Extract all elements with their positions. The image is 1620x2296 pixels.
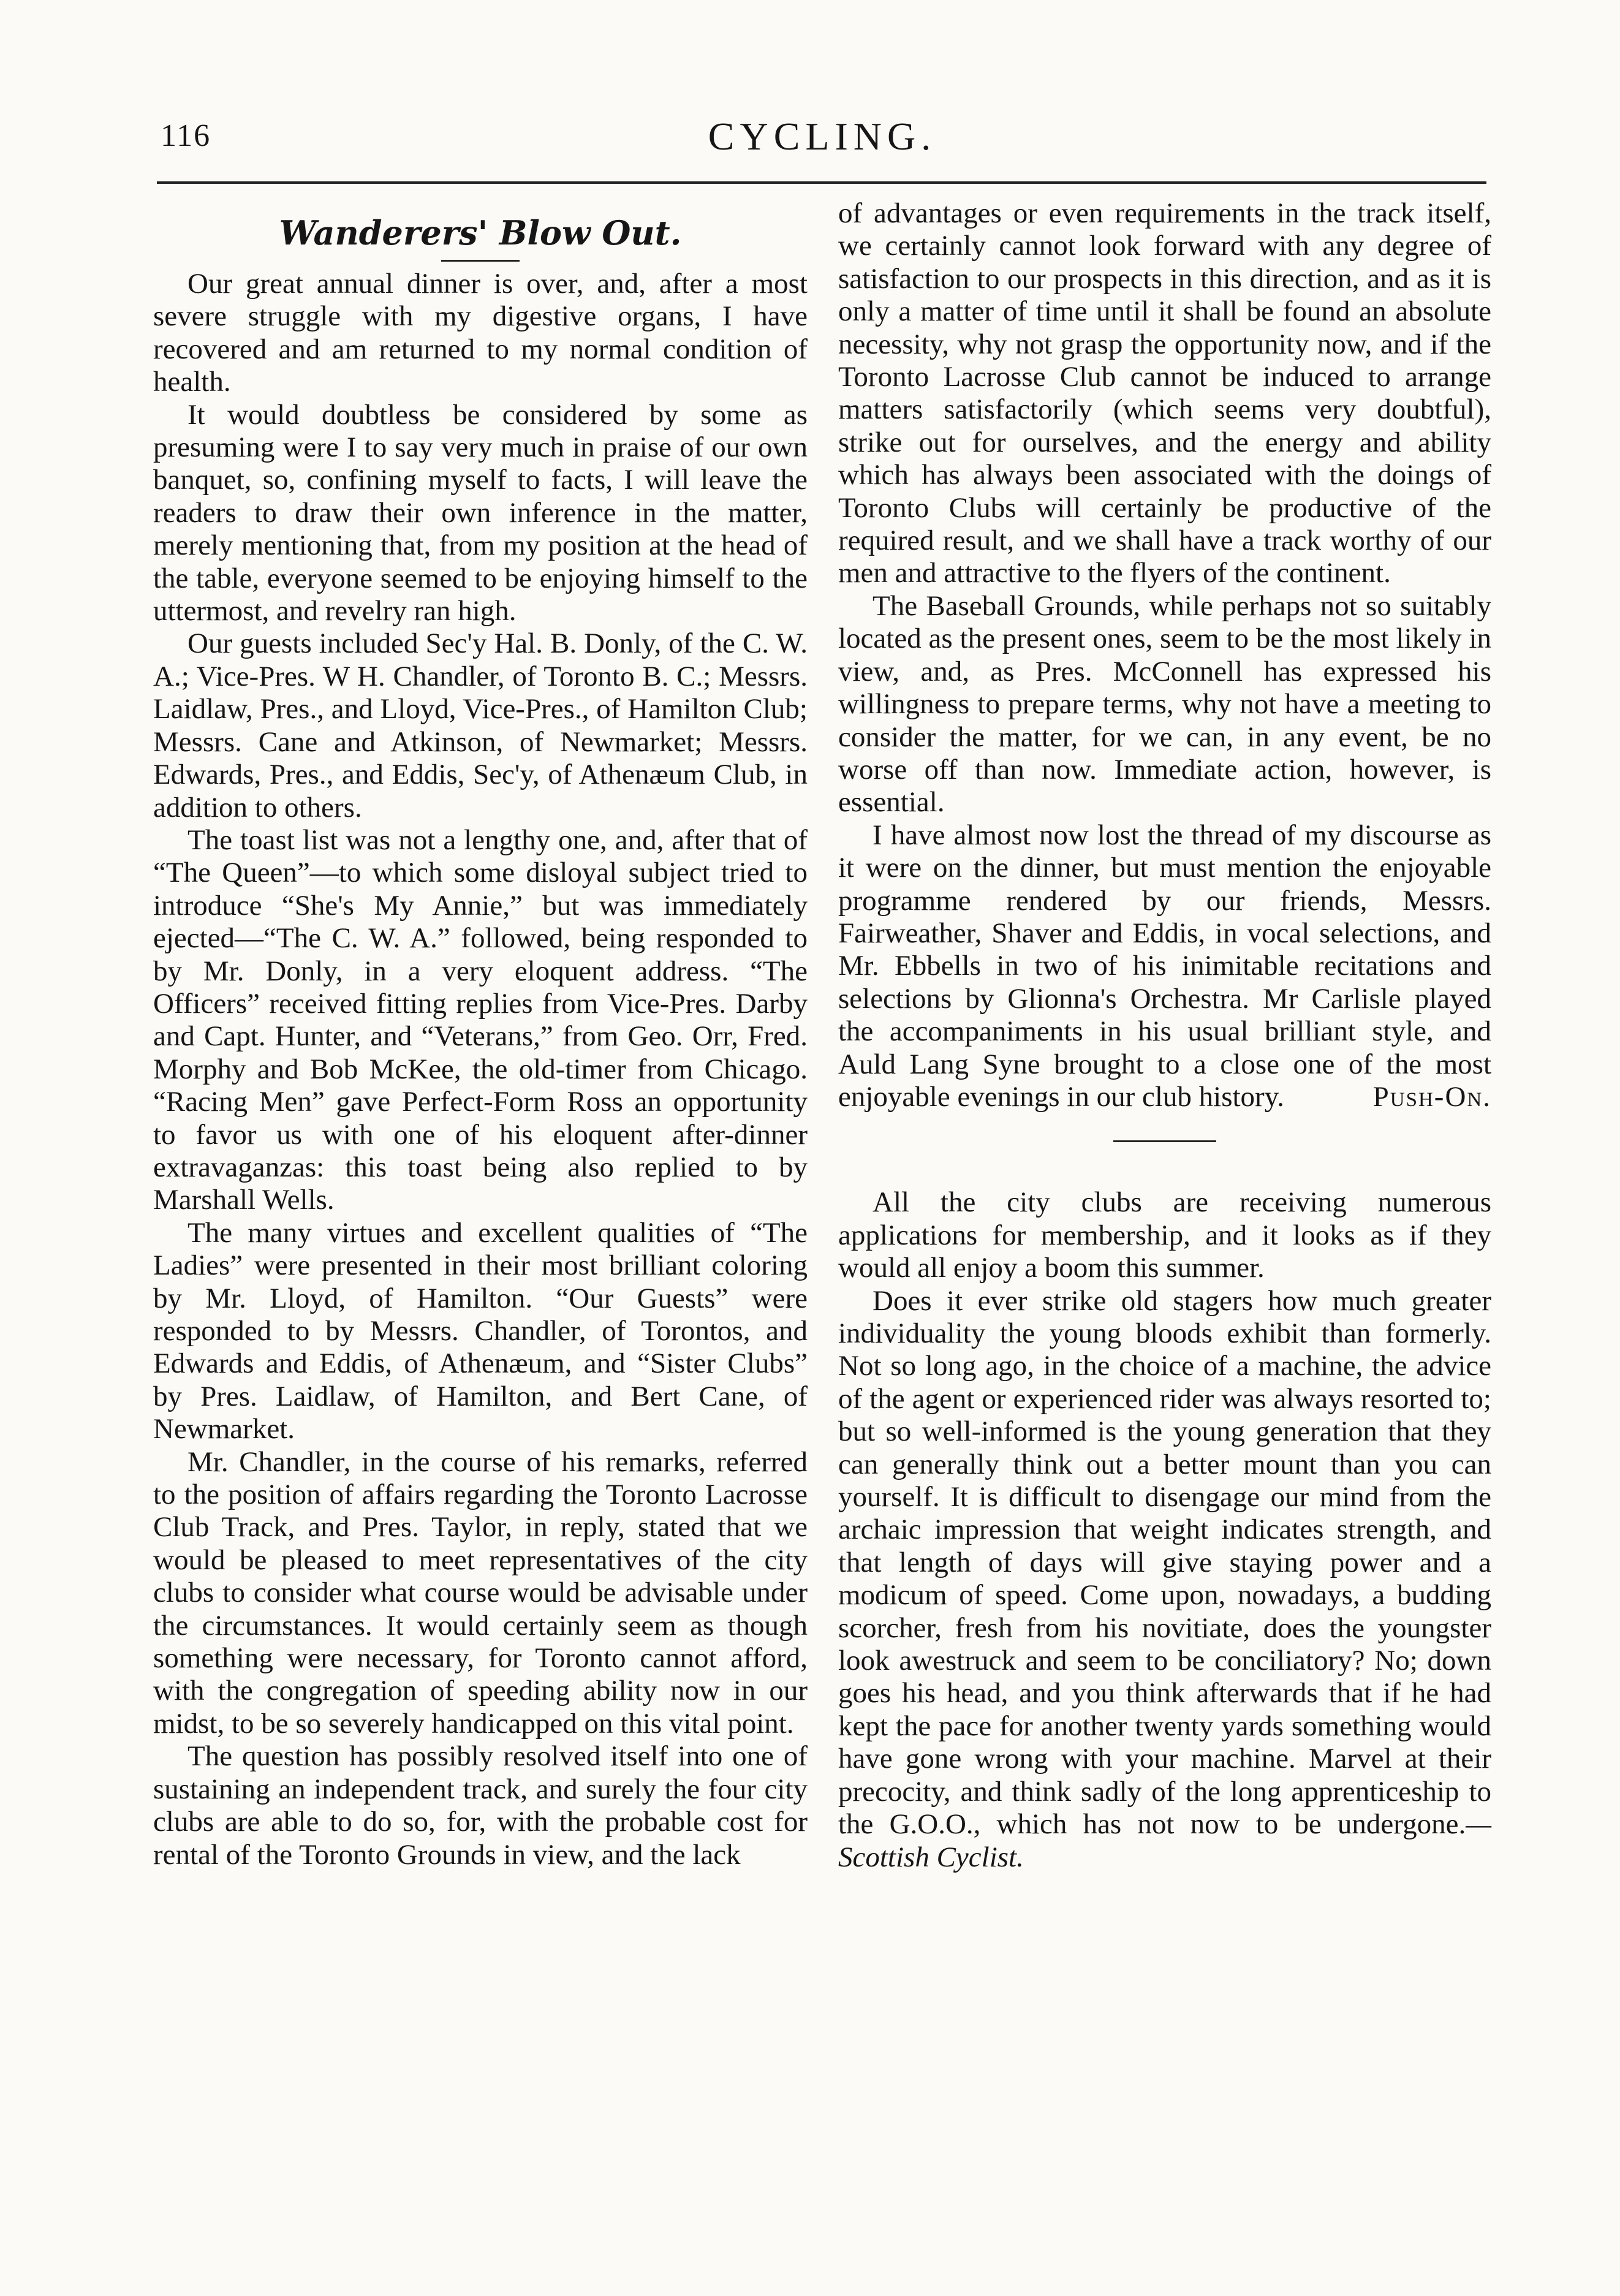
article-paragraph: Our guests included Sec'y Hal. B. Donly, of the C. W. A.; Vice-Pres. W H. Chandler, of Toronto B. C.; Messrs. Laidlaw, Pres., and Lloyd, Vice-Pres., of Hamilton Club; Messrs. Cane and Atkinson, of Newmarket; Messrs. Edwards, Pres., and Eddis, Sec'y, of Athenæum Club, in addition to others.	[153, 627, 808, 824]
article-title: Wanderers' Blow Out.	[279, 213, 682, 252]
article-paragraph: Mr. Chandler, in the course of his remarks, referred to the position of affairs regarding the Toronto Lacrosse Club Track, and Pres. Taylor, in reply, stated that we would be pleased to meet representatives of the city clubs to consider what course would be advisable under the circumstances. It would certainly seem as though something were necessary, for Toronto cannot afford, with the congregation of speeding ability now in our midst, to be so severely handicapped on this vital point.	[153, 1445, 808, 1740]
title-rule	[441, 260, 520, 262]
signature: Push-On.	[1372, 1080, 1491, 1113]
section-rule	[1113, 1140, 1216, 1142]
note-paragraph-text: Does it ever strike old stagers how much greater individuality the young bloods exhibit than formerly. Not so long ago, in the choice of a machine, the advice of the agent or experienced rider was always resorted to; but so well-informed is the young generation that they can generally think out a better mount than you can yourself. It is difficult to disengage our mind from the archaic impression that weight indicates strength, and that length of days will give staying power and a modicum of speed. Come upon, nowadays, a budding scorcher, fresh from his novitiate, does the youngster look awestruck and seem to be conciliatory? No; down goes his head, and you think afterwards that if he had kept the pace for another twenty yards something would have gone wrong with your machine. Marvel at their precocity, and think sadly of the long apprenticeship to the G.O.O., which has not now to be undergone.	[838, 1284, 1491, 1841]
article-paragraph: The question has possibly resolved itself into one of sustaining an independent track, and surely the four city clubs are able to do so, for, with the probable cost for rental of the Toronto Grounds in view, and the lack	[153, 1740, 808, 1871]
article-paragraph-text: I have almost now lost the thread of my discourse as it were on the dinner, but must mention the enjoyable programme rendered by our friends, Messrs. Fairweather, Shaver and Eddis, in vocal selections, and Mr. Ebbells in two of his inimitable recitations and selections by Glionna's Orchestra. Mr Carlisle played the accompaniments in his usual brilliant style, and Auld Lang Syne brought to a close one of the most enjoyable evenings in our club history.	[838, 819, 1491, 1113]
article-paragraph: It would doubtless be considered by some as presuming were I to say very much in praise of our own banquet, so, confining myself to facts, I will leave the readers to draw their own inference in the matter, merely mentioning that, from my position at the head of the table, everyone seemed to be enjoying himself to the uttermost, and revelry ran high.	[153, 398, 808, 627]
article-paragraph: The many virtues and excellent qualities of “The Ladies” were presented in their most brilliant coloring by Mr. Lloyd, of Hamilton. “Our Guests” were responded to by Messrs. Chandler, of Torontos, and Edwards and Eddis, of Athenæum, and “Sister Clubs” by Pres. Laidlaw, of Hamilton, and Bert Cane, of Newmarket.	[153, 1216, 808, 1445]
article-paragraph: The Baseball Grounds, while perhaps not so suitably located as the present ones, seem to be the most likely in view, and, as Pres. McConnell has expressed his willingness to prepare terms, why not have a meeting to consider the matter, for we can, in any event, be no worse off than now. Immediate action, however, is essential.	[838, 589, 1491, 819]
running-title: CYCLING.	[708, 115, 937, 158]
header-rule	[157, 181, 1486, 184]
article-paragraph: Our great annual dinner is over, and, after a most severe struggle with my digestive organs, I have recovered and am returned to my normal condition of health.	[153, 268, 808, 398]
page-number: 116	[161, 118, 211, 153]
note-paragraph	[838, 1285, 1491, 1874]
page-header	[161, 115, 1484, 167]
source-credit: —Scottish Cyclist.	[838, 1808, 1491, 1873]
article-paragraph: The toast list was not a lengthy one, and, after that of “The Queen”—to which some disloyal subject tried to introduce “She's My Annie,” but was immediately ejected—“The C. W. A.” followed, being responded to by Mr. Donly, in a very eloquent address. “The Officers” received fitting replies from Vice-Pres. Darby and Capt. Hunter, and “Veterans,” from Geo. Orr, Fred. Morphy and Bob McKee, the old-timer from Chicago. “Racing Men” gave Perfect-Form Ross an opportunity to favor us with one of his eloquent after-dinner extravaganzas: this toast being also replied to by Marshall Wells.	[153, 824, 808, 1216]
note-paragraph: All the city clubs are receiving numerous applications for membership, and it looks as if they would all enjoy a boom this summer.	[838, 1186, 1491, 1284]
right-column	[838, 197, 1491, 1874]
left-column	[153, 197, 808, 1871]
article-paragraph: of advantages or even requirements in the track itself, we certainly cannot look forward with any degree of satisfaction to our prospects in this direction, and as it is only a matter of time until it shall be found an absolute necessity, why not grasp the opportunity now, and if the Toronto Lacrosse Club cannot be induced to arrange matters satisfactorily (which seems very doubtful), strike out for ourselves, and the energy and ability which has always been associated with the doings of Toronto Clubs will certainly be productive of the required result, and we shall have a track worthy of our men and attractive to the flyers of the continent.	[838, 197, 1491, 589]
article-paragraph	[838, 819, 1491, 1114]
